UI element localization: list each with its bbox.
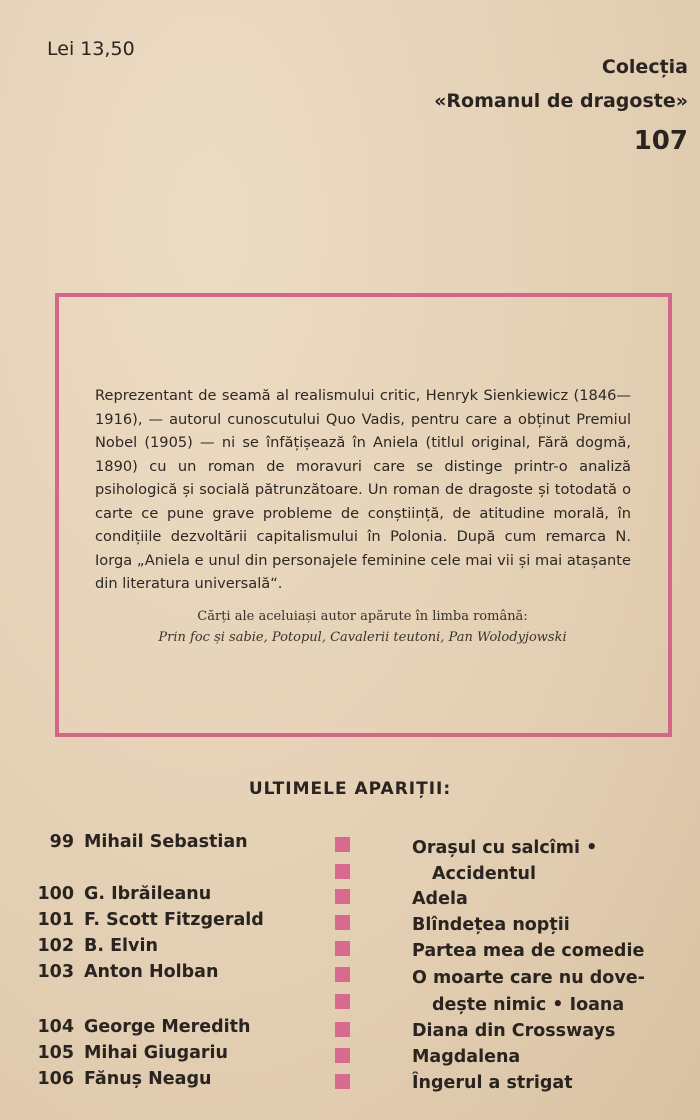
- bullet-square: [335, 967, 350, 982]
- item-number: 103: [37, 962, 74, 982]
- list-item: [0, 884, 700, 910]
- item-author: Mihai Giugariu: [84, 1043, 229, 1063]
- item-author: G. Ibrăileanu: [84, 884, 212, 904]
- item-author: George Meredith: [84, 1017, 251, 1037]
- list-item: [0, 1017, 700, 1043]
- item-author: Fănuș Neagu: [84, 1069, 212, 1089]
- item-title: Adela: [412, 889, 468, 909]
- item-author: B. Elvin: [84, 936, 158, 956]
- bullet-square: [335, 837, 350, 852]
- item-title: Magdalena: [412, 1047, 521, 1067]
- list-item: [0, 832, 700, 884]
- item-title-cont: dește nimic • Ioana: [432, 995, 625, 1015]
- item-author: F. Scott Fitzgerald: [84, 910, 264, 930]
- bullet-square: [335, 1022, 350, 1037]
- other-works-note: [110, 606, 615, 648]
- volume-number: 107: [633, 126, 688, 156]
- item-number: 104: [37, 1017, 74, 1037]
- list-item: [0, 1069, 700, 1095]
- bullet-square: [335, 994, 350, 1009]
- item-number: 105: [37, 1043, 74, 1063]
- item-number: 106: [37, 1069, 74, 1089]
- other-works-titles: Prin foc și sabie, Potopul, Cavalerii teutoni, Pan Wolodyjowski: [158, 630, 567, 645]
- item-author: Mihail Sebastian: [84, 832, 248, 852]
- bullet-square: [335, 941, 350, 956]
- list-item: [0, 936, 700, 962]
- list-item: [0, 1043, 700, 1069]
- bullet-square: [335, 1048, 350, 1063]
- item-title: O moarte care nu dove-: [412, 968, 645, 988]
- item-number: 100: [37, 884, 74, 904]
- item-author: Anton Holban: [84, 962, 219, 982]
- price-label: Lei 13,50: [47, 38, 135, 60]
- item-title: Orașul cu salcîmi •: [412, 838, 598, 858]
- collection-name: «Romanul de dragoste»: [434, 90, 688, 112]
- bullet-square: [335, 864, 350, 879]
- item-title: Îngerul a strigat: [412, 1073, 573, 1093]
- bullet-square: [335, 915, 350, 930]
- bullet-square: [335, 889, 350, 904]
- list-item: [0, 962, 700, 1015]
- latest-releases-heading: ULTIMELE APARIȚII:: [248, 779, 452, 799]
- item-title: Blîndețea nopții: [412, 915, 570, 935]
- item-number: 99: [49, 832, 74, 852]
- item-number: 102: [37, 936, 74, 956]
- item-title: Diana din Crossways: [412, 1021, 616, 1041]
- collection-header: [434, 50, 688, 160]
- list-item: [0, 910, 700, 936]
- collection-label: Colecția: [601, 56, 688, 78]
- book-description: Reprezentant de seamă al realismului critic, Henryk Sienkiewicz (1846—1916), — autorul cunoscutului Quo Vadis, pentru care a obținut Premiul Nobel (1905) — ni se înfățișează în Aniela (titlul original, Fără dogmă, 1890) cu un roman de moravuri care se distinge printr-o analiză psihologică și socială pătrunzătoare. Un roman de dragoste și totodată o carte ce pune grave probleme de conștiință, de atitudine morală, în condițiile dezvoltării capitalismului în Polonia. După cum remarca N. Iorga „Aniela e unul din personajele feminine cele mai vii și mai atașante din literatura universală“.: [95, 387, 631, 592]
- item-number: 101: [37, 910, 74, 930]
- bullet-square: [335, 1074, 350, 1089]
- other-works-label: Cărți ale aceluiași autor apărute în limba română:: [197, 609, 528, 624]
- item-title: Partea mea de comedie: [412, 941, 645, 961]
- item-title-cont: Accidentul: [432, 864, 536, 884]
